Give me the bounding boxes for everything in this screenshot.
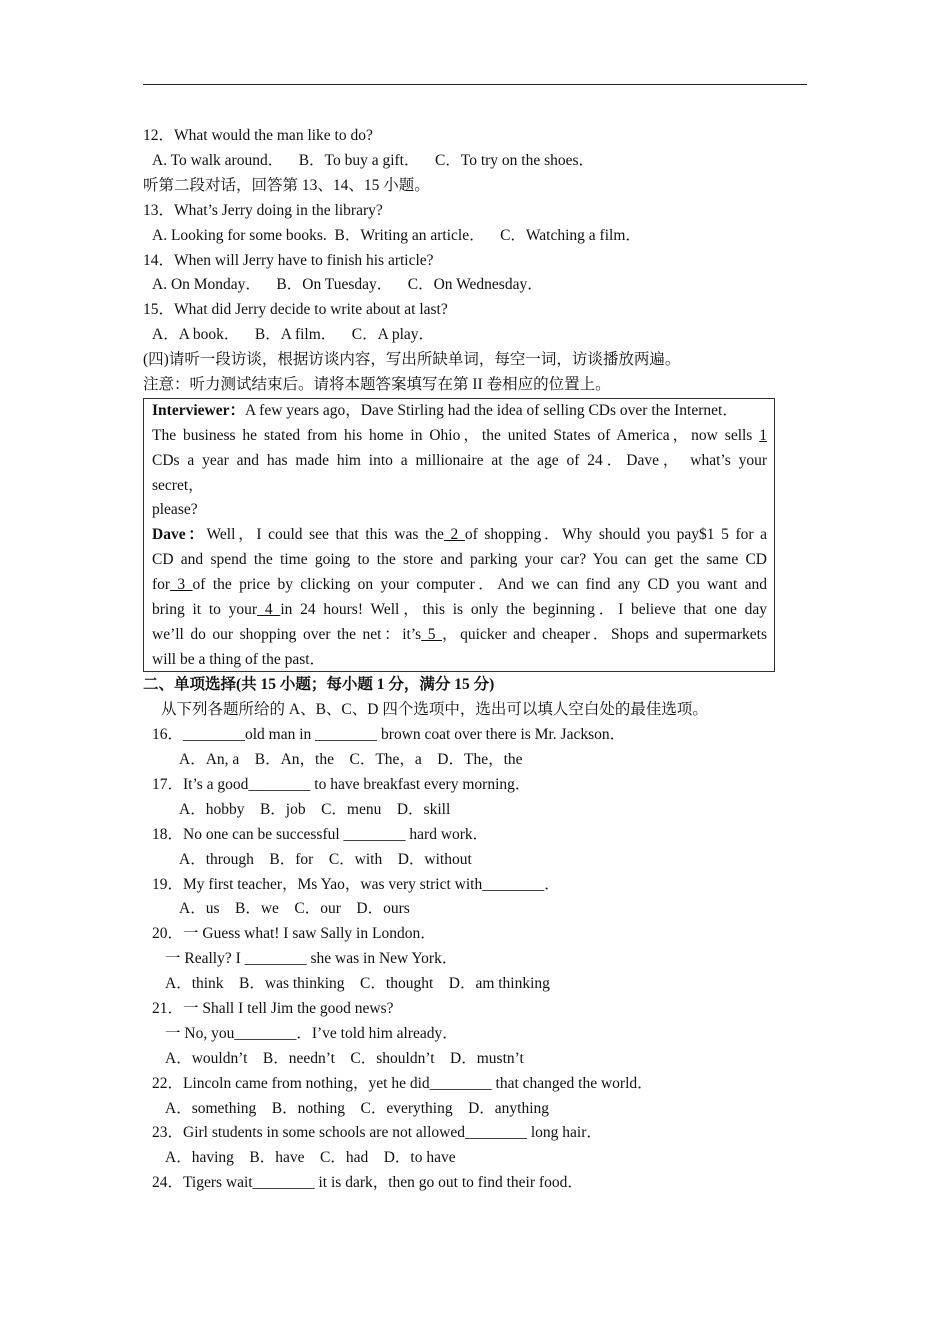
interview-line-9: bring it to your 4 in 24 hours! Well，this is only the beginning．I believe that one day	[152, 601, 767, 618]
question-22: 22．Lincoln came from nothing，yet he did________ that changed the world．	[152, 1075, 653, 1092]
question-21-options: A．wouldn’t B．needn’t C．shouldn’t D．mustn’t	[165, 1050, 524, 1067]
question-12-options: A. To walk around． B．To buy a gift． C．To try on the shoes．	[152, 152, 595, 169]
question-23: 23．Girl students in some schools are not allowed________ long hair．	[152, 1124, 602, 1141]
section-two-heading: 二、单项选择(共 15 小题；每小题 1 分，满分 15 分)	[143, 676, 495, 693]
interview-line-1: Interviewer：A few years ago，Dave Stirling had the idea of selling CDs over the Internet．	[152, 402, 738, 419]
interview-line-10: we’ll do our shopping over the net：it’s 5 ，quicker and cheaper．Shops and supermarkets	[152, 626, 767, 643]
question-17: 17．It’s a good________ to have breakfast every morning．	[152, 776, 531, 793]
interview-line-7: CD and spend the time going to the store and parking your car? You can get the same CD	[152, 551, 767, 568]
question-18: 18．No one can be successful ________ hard work．	[152, 826, 489, 843]
blank-4: 4	[257, 601, 281, 618]
section-2-instruction: 听第二段对话，回答第 13、14、15 小题。	[143, 177, 430, 194]
interview-line-11: will be a thing of the past．	[152, 651, 326, 668]
part-4-note: 注意：听力测试结束后。请将本题答案填写在第 II 卷相应的位置上。	[143, 376, 611, 393]
question-15: 15．What did Jerry decide to write about at last?	[143, 301, 448, 318]
question-21: 21．一 Shall I tell Jim the good news?	[152, 1000, 394, 1017]
question-16: 16．________old man in ________ brown coat over there is Mr. Jackson．	[152, 726, 626, 743]
question-16-options: A．An, a B．An，the C．The，a D．The，the	[179, 751, 523, 768]
interview-line-8: for 3 of the price by clicking on your computer．And we can find any CD you want and	[152, 576, 767, 593]
part-4-instruction: (四)请听一段访谈，根据访谈内容，写出所缺单词，每空一词，访谈播放两遍。	[143, 351, 681, 368]
question-21-reply: 一 No, you________．I’ve told him already．	[165, 1025, 458, 1042]
header-rule	[143, 84, 807, 85]
question-15-options: A．A book． B．A film． C．A play．	[152, 326, 435, 343]
blank-5: 5	[421, 626, 442, 643]
question-19: 19．My first teacher，Ms Yao，was very strict with________．	[152, 876, 560, 893]
question-20-options: A．think B．was thinking C．thought D．am thinking	[165, 975, 550, 992]
blank-3: 3	[170, 576, 193, 593]
interviewer-label: Interviewer：	[152, 402, 245, 419]
interview-line-3: CDs a year and has made him into a millionaire at the age of 24．Dave， what’s your	[152, 452, 767, 469]
dave-label: Dave：	[152, 526, 207, 543]
question-23-options: A．having B．have C．had D．to have	[165, 1149, 456, 1166]
interview-line-2: The business he stated from his home in Ohio，the united States of America，now sells 1	[152, 427, 767, 444]
question-13: 13．What’s Jerry doing in the library?	[143, 202, 383, 219]
question-20: 20．一 Guess what! I saw Sally in London．	[152, 925, 436, 942]
interview-line-5: please?	[152, 501, 198, 518]
interview-line-4: secret，	[152, 477, 204, 494]
interview-line-6: Dave：Well，I could see that this was the 2 of shopping．Why should you pay$1 5 for a	[152, 526, 768, 543]
question-13-options: A. Looking for some books. B．Writing an article． C．Watching a film．	[152, 227, 641, 244]
question-19-options: A．us B．we C．our D．ours	[179, 900, 410, 917]
blank-1: 1	[759, 427, 767, 444]
question-14-options: A. On Monday． B．On Tuesday． C．On Wednesday．	[152, 276, 543, 293]
question-20-reply: 一 Really? I ________ she was in New York．	[165, 950, 458, 967]
question-12: 12．What would the man like to do?	[143, 127, 373, 144]
question-24: 24．Tigers wait________ it is dark，then go out to find their food．	[152, 1174, 583, 1191]
blank-2: 2	[443, 526, 465, 543]
question-18-options: A．through B．for C．with D．without	[179, 851, 472, 868]
question-17-options: A．hobby B．job C．menu D．skill	[179, 801, 451, 818]
question-14: 14．When will Jerry have to finish his article?	[143, 252, 434, 269]
section-two-instruction: 从下列各题所给的 A、B、C、D 四个选项中，选出可以填人空白处的最佳选项。	[161, 701, 708, 718]
question-22-options: A．something B．nothing C．everything D．anything	[165, 1100, 550, 1117]
